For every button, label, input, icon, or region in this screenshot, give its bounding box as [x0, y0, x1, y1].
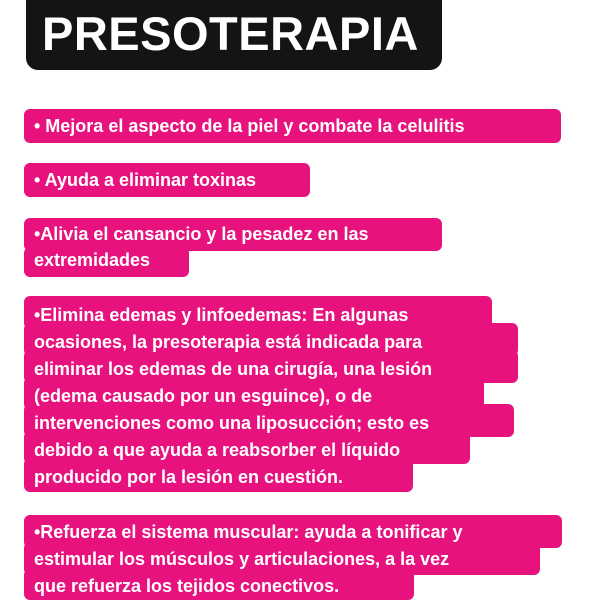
bullet-4-line-1: •Elimina edemas y linfoedemas: En algunas [34, 305, 409, 325]
bullet-4-line-3: eliminar los edemas de una cirugía, una lesión [34, 359, 433, 379]
bullet-3-line-2: extremidades [34, 250, 151, 270]
bullet-3-line-1: •Alivia el cansancio y la pesadez en las [34, 224, 369, 244]
page-title: PRESOTERAPIA [42, 7, 419, 60]
bullet-4-line-7: producido por la lesión en cuestión. [34, 467, 344, 487]
bullet-4-line-5: intervenciones como una liposucción; esto es [34, 413, 430, 433]
bullet-5-line-1: •Refuerza el sistema muscular: ayuda a tonificar y [34, 522, 463, 542]
bullet-5-line-3: que refuerza los tejidos conectivos. [34, 576, 340, 596]
bullet-5-line-2: estimular los músculos y articulaciones, a la vez [34, 549, 450, 569]
bullet-4-line-6: debido a que ayuda a reabsorber el líquido [34, 440, 401, 460]
bullet-4-line-2: ocasiones, la presoterapia está indicada para [34, 332, 423, 352]
bullet-2-line-1: • Ayuda a eliminar toxinas [34, 170, 257, 190]
bullet-4-line-4: (edema causado por un esguince), o de [34, 386, 373, 406]
bullet-1-line-1: • Mejora el aspecto de la piel y combate la celulitis [34, 116, 465, 136]
